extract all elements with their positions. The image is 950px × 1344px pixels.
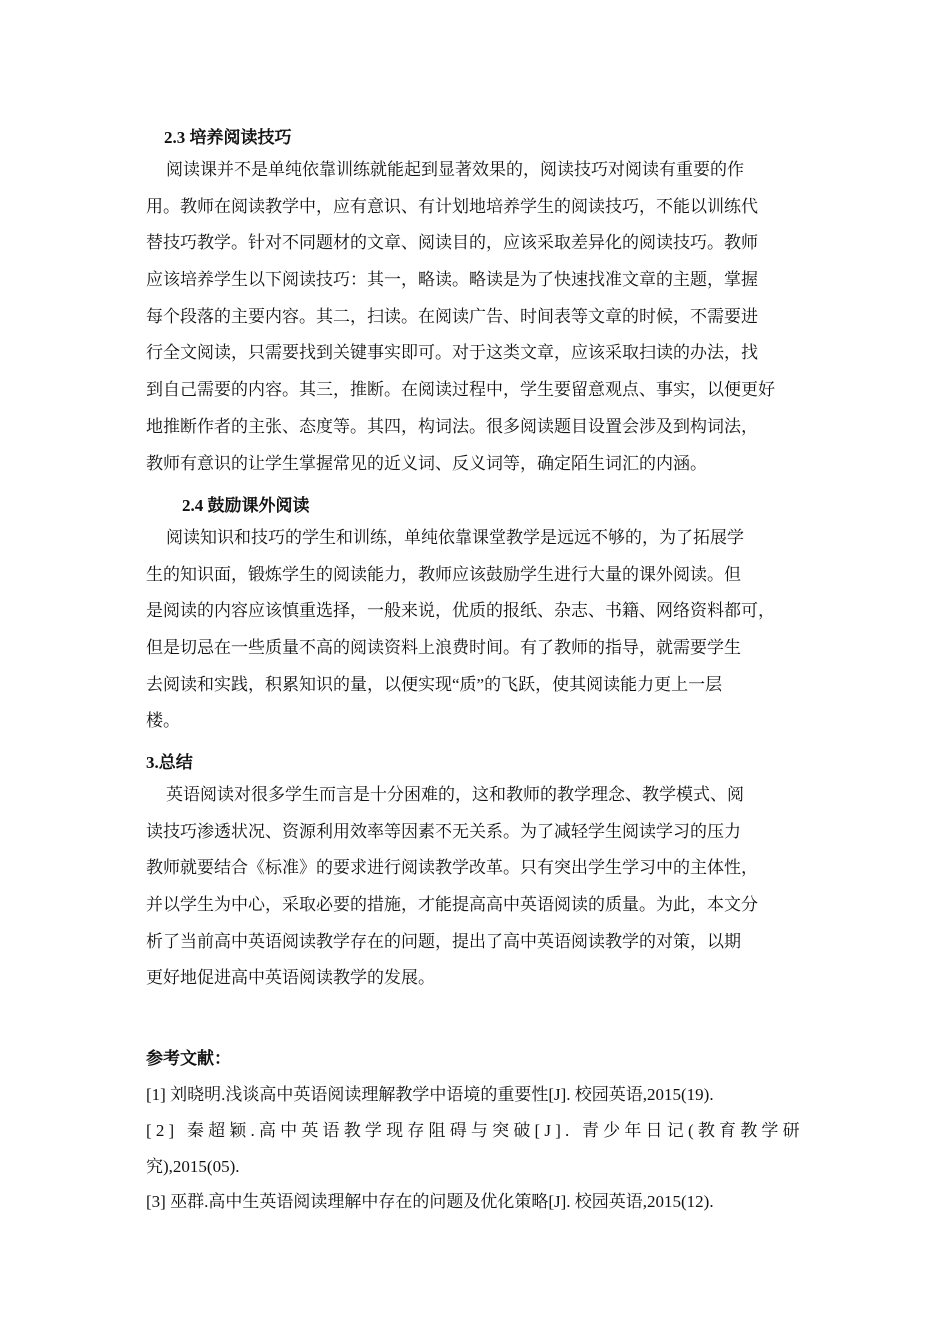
section-heading-2-4: 2.4 鼓励课外阅读 [182, 496, 310, 515]
paragraph-line: 但是切忌在一些质量不高的阅读资料上浪费时间。有了教师的指导，就需要学生 [146, 638, 741, 658]
section-heading-2-3: 2.3 培养阅读技巧 [164, 128, 292, 147]
paragraph-line: 教师就要结合《标准》的要求进行阅读教学改革。只有突出学生学习中的主体性， [146, 858, 758, 878]
paragraph-line: 并以学生为中心，采取必要的措施，才能提高高中英语阅读的质量。为此，本文分 [146, 895, 758, 915]
paragraph-line: 英语阅读对很多学生而言是十分困难的，这和教师的教学理念、教学模式、阅 [166, 785, 744, 804]
paragraph-line: 行全文阅读，只需要找到关键事实即可。对于这类文章，应该采取扫读的办法，找 [146, 343, 758, 363]
section-heading-3: 3.总结 [146, 753, 193, 772]
paragraph-line: 替技巧教学。针对不同题材的文章、阅读目的，应该采取差异化的阅读技巧。教师 [146, 233, 758, 253]
section-2-4-paragraph [146, 520, 808, 740]
reference-item: 究),2015(05). [146, 1157, 240, 1176]
paragraph-line: 是阅读的内容应该慎重选择，一般来说，优质的报纸、杂志、书籍、网络资料都可， [146, 601, 775, 621]
section-3-paragraph [146, 777, 808, 997]
paragraph-line: 更好地促进高中英语阅读教学的发展。 [146, 968, 435, 988]
paragraph-line: 阅读课并不是单纯依靠训练就能起到显著效果的，阅读技巧对阅读有重要的作 [166, 160, 744, 179]
paragraph-line: 每个段落的主要内容。其二，扫读。在阅读广告、时间表等文章的时候，不需要进 [146, 306, 758, 326]
paragraph-line: 去阅读和实践，积累知识的量，以便实现“质”的飞跃，使其阅读能力更上一层 [146, 674, 723, 694]
references-heading: 参考文献： [146, 1049, 231, 1068]
reference-item: [1] 刘晓明.浅谈高中英语阅读理解教学中语境的重要性[J]. 校园英语,2015(19). [146, 1085, 714, 1104]
paragraph-line: 阅读知识和技巧的学生和训练，单纯依靠课堂教学是远远不够的，为了拓展学 [166, 528, 744, 547]
paragraph-line: 析了当前高中英语阅读教学存在的问题，提出了高中英语阅读教学的对策，以期 [146, 931, 741, 951]
paragraph-line: 生的知识面，锻炼学生的阅读能力，教师应该鼓励学生进行大量的课外阅读。但 [146, 564, 741, 584]
paragraph-line: 地推断作者的主张、态度等。其四，构词法。很多阅读题目设置会涉及到构词法， [146, 416, 758, 436]
paragraph-line: 楼。 [146, 711, 180, 731]
paragraph-line: 到自己需要的内容。其三，推断。在阅读过程中，学生要留意观点、事实，以便更好 [146, 380, 775, 400]
paragraph-line: 应该培养学生以下阅读技巧：其一，略读。略读是为了快速找准文章的主题，掌握 [146, 270, 758, 290]
paragraph-line: 用。教师在阅读教学中，应有意识、有计划地培养学生的阅读技巧，不能以训练代 [146, 196, 758, 216]
reference-item: [2] 秦超颖.高中英语教学现存阻碍与突破[J]. 青少年日记(教育教学研 [146, 1121, 804, 1140]
reference-item: [3] 巫群.高中生英语阅读理解中存在的问题及优化策略[J]. 校园英语,2015(12). [146, 1192, 714, 1211]
paragraph-line: 读技巧渗透状况、资源利用效率等因素不无关系。为了减轻学生阅读学习的压力 [146, 821, 741, 841]
section-2-3-paragraph [146, 152, 808, 482]
paragraph-line: 教师有意识的让学生掌握常见的近义词、反义词等，确定陌生词汇的内涵。 [146, 453, 707, 473]
